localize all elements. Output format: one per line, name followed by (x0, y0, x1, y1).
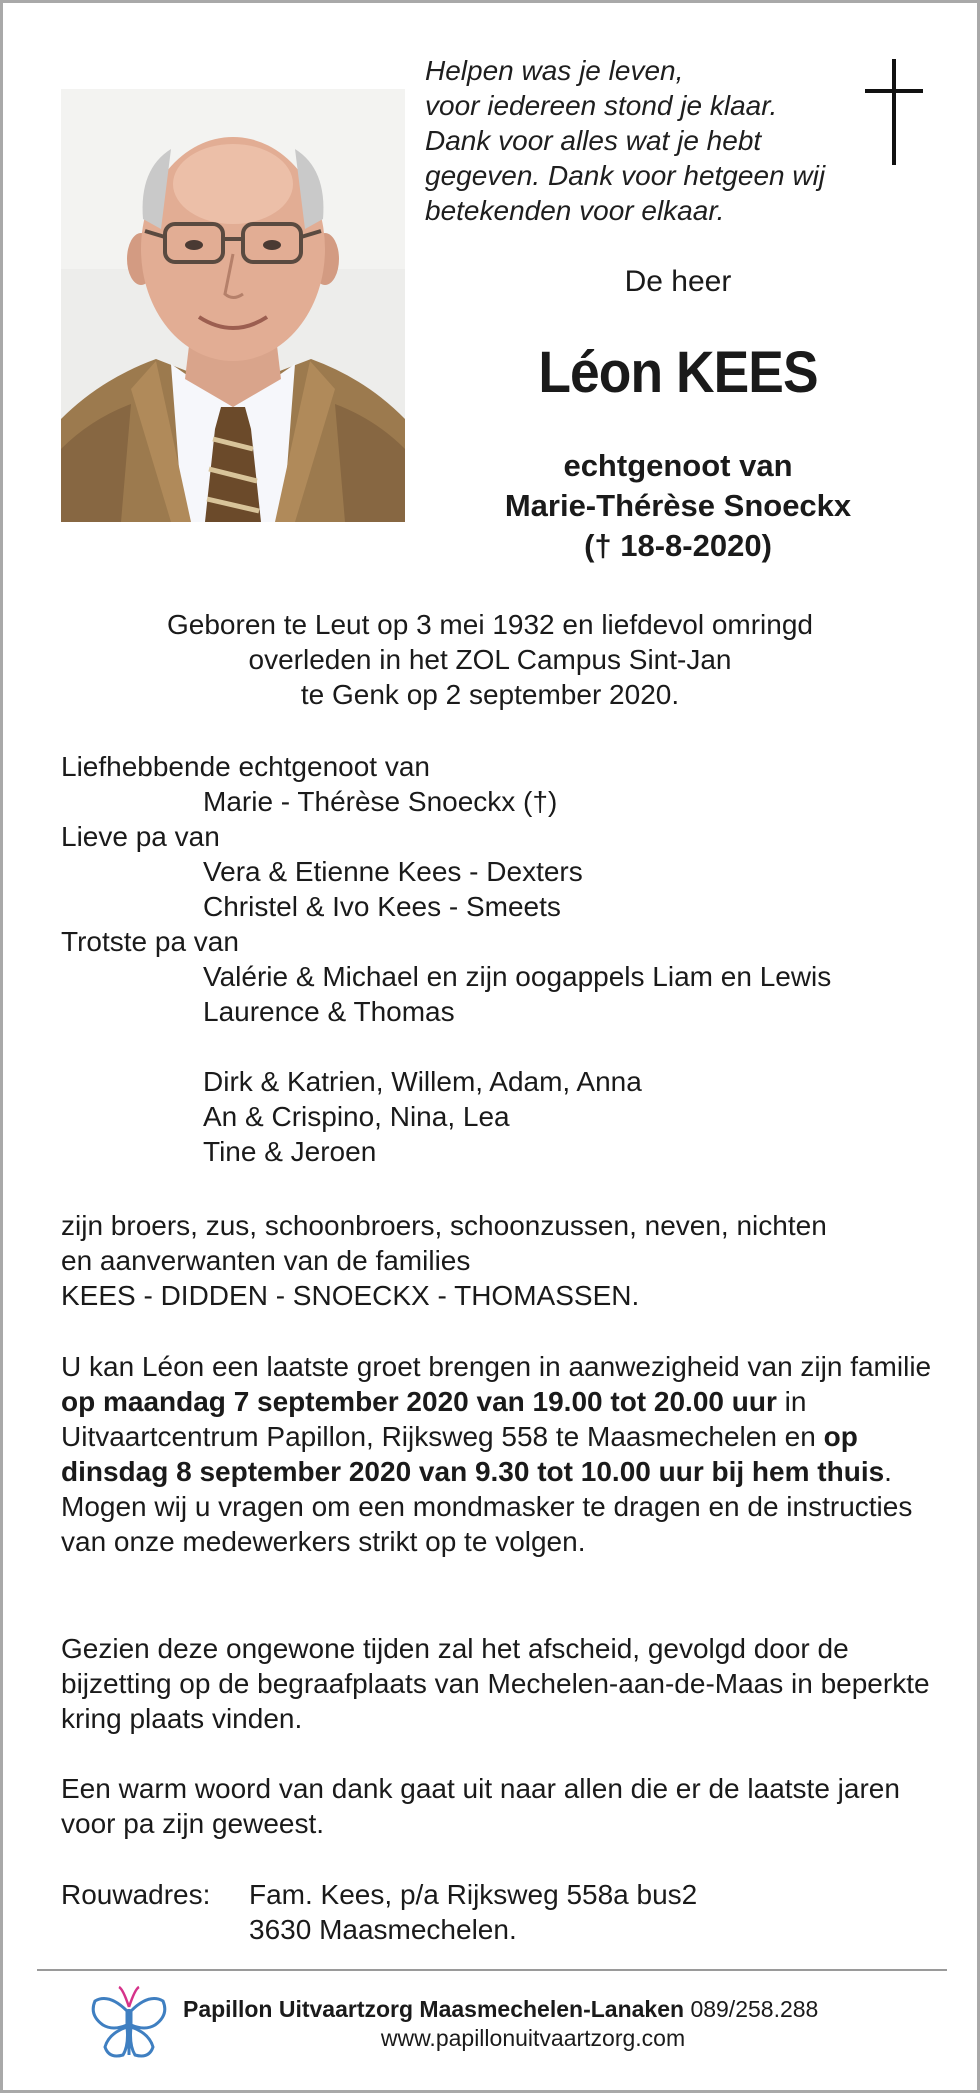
spouse-info (423, 446, 933, 566)
address-line: Fam. Kees, p/a Rijksweg 558a bus2 (249, 1879, 698, 1910)
family-member: Marie - Thérèse Snoeckx (†) (203, 786, 558, 817)
family-member: Christel & Ivo Kees - Smeets (203, 891, 561, 922)
footer-divider (37, 1969, 947, 1971)
butterfly-logo (89, 1985, 169, 2061)
visit-time-1: op maandag 7 september 2020 van 19.00 tot 20.00 uur (61, 1386, 777, 1417)
address-label: Rouwadres: (61, 1879, 211, 1910)
company-phone: 089/258.288 (690, 1996, 819, 2022)
poem-line: Helpen was je leven, (425, 55, 684, 86)
family-heading: Trotste pa van (61, 926, 239, 957)
poem-line: betekenden voor elkaar. (425, 195, 725, 226)
visit-text: in Uitvaartcentrum Papillon, Rijksweg 558 te Maasmechelen en (61, 1386, 824, 1452)
death-place-line: overleden in het ZOL Campus Sint-Jan (248, 644, 732, 675)
visitation-paragraph (61, 1349, 941, 1559)
family-list (61, 749, 941, 1169)
family-names: KEES - DIDDEN - SNOECKX - THOMASSEN. (61, 1280, 640, 1311)
portrait-photo (61, 89, 405, 522)
address-spacer (61, 1912, 249, 1947)
family-heading: Liefhebbende echtgenoot van (61, 751, 430, 782)
relatives-paragraph (61, 1208, 941, 1313)
poem (425, 53, 865, 228)
death-date-line: te Genk op 2 september 2020. (300, 679, 680, 710)
relatives-line: zijn broers, zus, schoonbroers, schoonzussen, neven, nichten (61, 1210, 827, 1241)
company-name: Papillon Uitvaartzorg Maasmechelen-Lanaken (183, 1996, 685, 2022)
birth-line: Geboren te Leut op 3 mei 1932 en liefdevol omringd (167, 609, 813, 640)
family-member: An & Crispino, Nina, Lea (203, 1101, 510, 1132)
family-member: Vera & Etienne Kees - Dexters (203, 856, 583, 887)
spacer (61, 1029, 941, 1064)
poem-line: gegeven. Dank voor hetgeen wij (425, 160, 826, 191)
family-member: Dirk & Katrien, Willem, Adam, Anna (203, 1066, 642, 1097)
visit-text: U kan Léon een laatste groet brengen in aanwezigheid van zijn familie (61, 1351, 932, 1382)
family-member: Tine & Jeroen (203, 1136, 377, 1167)
family-heading: Lieve pa van (61, 821, 220, 852)
company-website[interactable]: www.papillonuitvaartzorg.com (380, 2025, 686, 2051)
cross-icon (865, 59, 923, 165)
poem-line: voor iedereen stond je klaar. (425, 90, 778, 121)
relatives-line: en aanverwanten van de families (61, 1245, 471, 1276)
poem-line: Dank voor alles wat je hebt (425, 125, 762, 156)
visit-text: . Mogen wij u vragen om een mondmasker te dragen en de instructies van onze medewerkers strikt op te volgen. (61, 1456, 913, 1557)
family-member: Laurence & Thomas (203, 996, 455, 1027)
salutation: De heer (624, 265, 732, 298)
footer-company-line (183, 1996, 818, 2023)
address-line: 3630 Maasmechelen. (249, 1914, 517, 1945)
spouse-death-date: († 18-8-2020) (584, 528, 772, 563)
farewell-paragraph: Gezien deze ongewone tijden zal het afscheid, gevolgd door de bijzetting op de begraafplaats van Mechelen-aan-de-Maas in beperkte kring plaats vinden. (61, 1633, 930, 1734)
deceased-name: Léon KEES (538, 340, 818, 405)
spouse-line: echtgenoot van (563, 448, 793, 483)
thanks-paragraph: Een warm woord van dank gaat uit naar allen die er de laatste jaren voor pa zijn geweest. (61, 1773, 900, 1839)
mourning-address (61, 1877, 941, 1947)
visit-time-2: op dinsdag 8 september 2020 van 9.30 tot 10.00 uur bij hem thuis (61, 1421, 885, 1487)
birth-death-info (33, 607, 947, 712)
family-member: Valérie & Michael en zijn oogappels Liam en Lewis (203, 961, 832, 992)
spouse-name: Marie-Thérèse Snoeckx (504, 488, 852, 523)
